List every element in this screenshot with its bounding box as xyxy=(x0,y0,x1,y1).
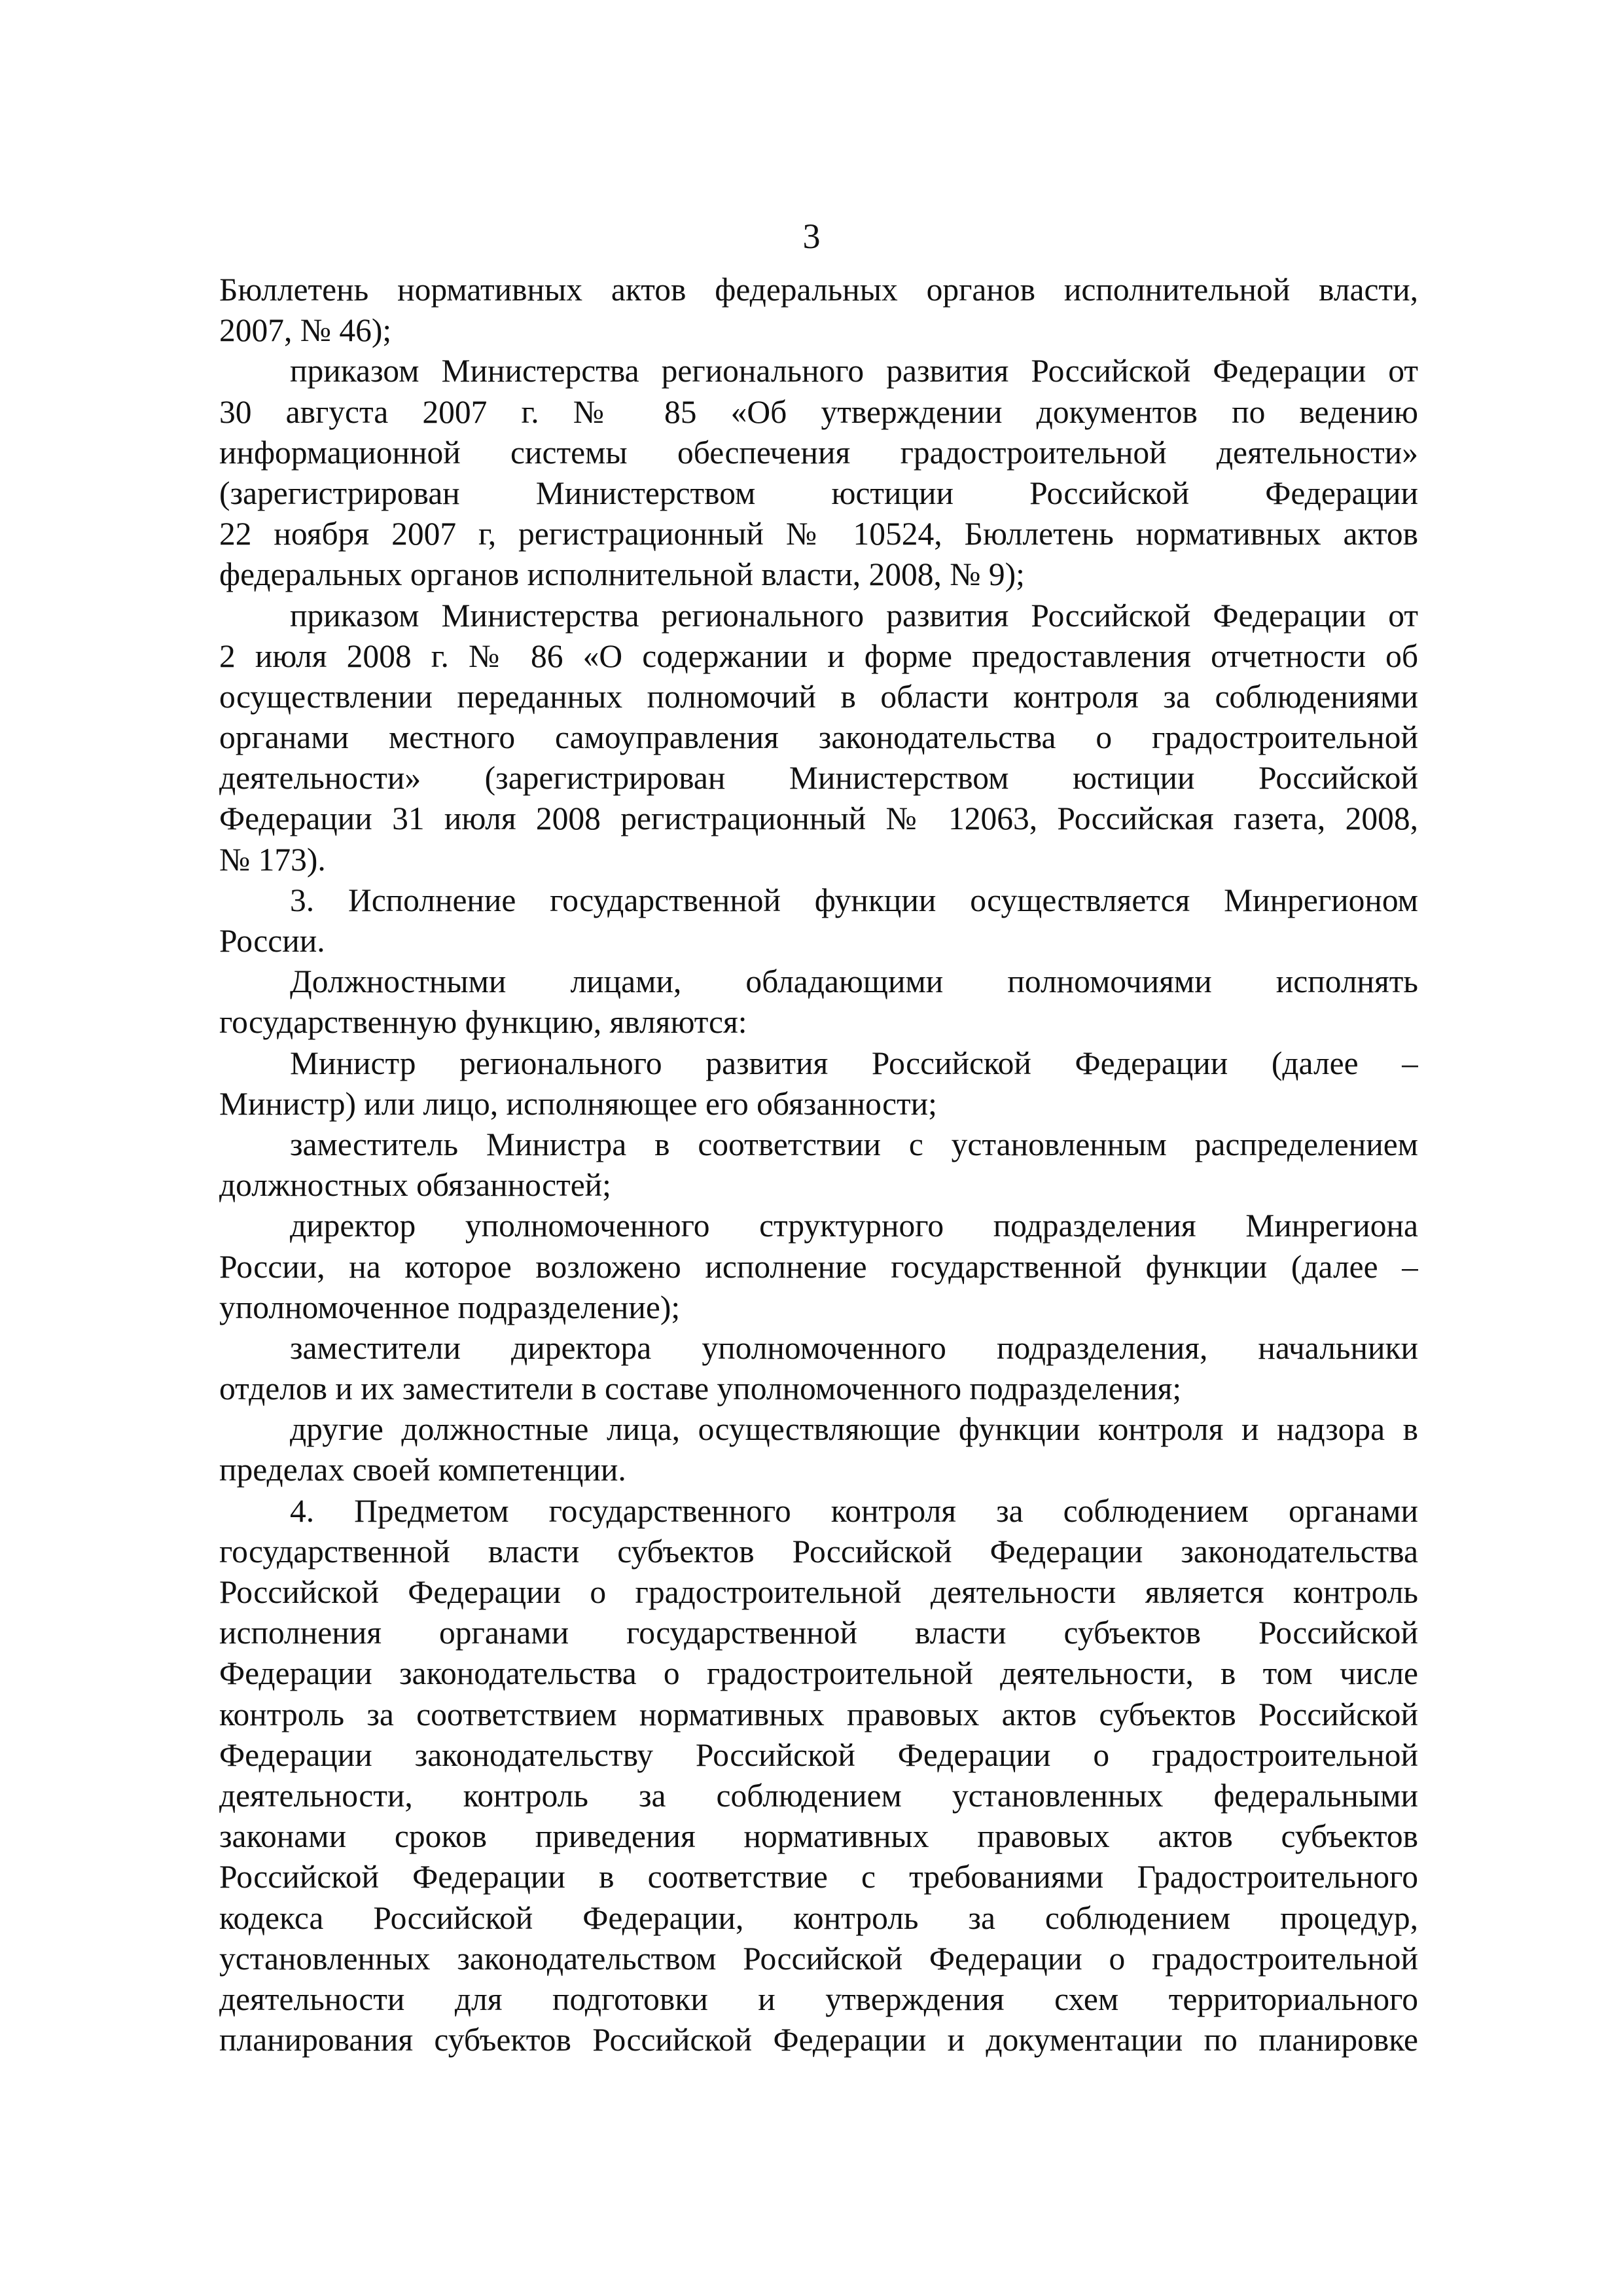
text-line: заместитель Министра в соответствии с установленным распределением xyxy=(290,1126,1418,1162)
text-line: контроль за соответствием нормативных правовых актов субъектов Российской xyxy=(219,1696,1418,1732)
text-line: государственную функцию, являются: xyxy=(219,1004,747,1041)
text-line: отделов и их заместители в составе уполномоченного подразделения; xyxy=(219,1371,1182,1407)
text-line: 3. Исполнение государственной функции осуществляется Минрегионом xyxy=(290,882,1418,918)
text-line: 30 августа 2007 г. № 85 «Об утверждении документов по ведению xyxy=(219,393,1418,430)
text-line: приказом Министерства регионального развития Российской Федерации от xyxy=(290,353,1418,389)
text-line: России, на которое возложено исполнение государственной функции (далее – xyxy=(219,1248,1418,1285)
text-line: кодекса Российской Федерации, контроль за соблюдением процедур, xyxy=(219,1899,1418,1936)
text-line: Российской Федерации в соответствие с требованиями Градостроительного xyxy=(219,1859,1418,1895)
text-line: Федерации законодательству Российской Федерации о градостроительной xyxy=(219,1736,1418,1773)
text-line: деятельности для подготовки и утверждения схем территориального xyxy=(219,1981,1418,2017)
text-line: 2 июля 2008 г. № 86 «О содержании и форме предоставления отчетности об xyxy=(219,637,1418,674)
text-line: Министр) или лицо, исполняющее его обязанности; xyxy=(219,1085,937,1122)
text-line: 4. Предметом государственного контроля за соблюдением органами xyxy=(290,1492,1418,1529)
text-line: директор уполномоченного структурного подразделения Минрегиона xyxy=(290,1208,1418,1244)
document-body xyxy=(219,270,1418,2060)
text-line: планирования субъектов Российской Федерации и документации по планировке xyxy=(219,2022,1418,2058)
text-line: государственной власти субъектов Российской Федерации законодательства xyxy=(219,1533,1418,1570)
page-number: 3 xyxy=(802,217,821,256)
text-line: уполномоченное подразделение); xyxy=(219,1289,681,1325)
text-line: 2007, № 46); xyxy=(219,312,392,349)
text-line: Федерации 31 июля 2008 регистрационный № 12063, Российская газета, 2008, xyxy=(219,800,1418,837)
text-line: 22 ноября 2007 г, регистрационный № 10524, Бюллетень нормативных актов xyxy=(219,516,1418,552)
text-line: заместители директора уполномоченного подразделения, начальники xyxy=(290,1329,1418,1366)
text-line: № 173). xyxy=(219,841,326,878)
text-line: исполнения органами государственной власти субъектов Российской xyxy=(219,1615,1418,1651)
text-line: федеральных органов исполнительной власти, 2008, № 9); xyxy=(219,556,1025,593)
text-line: (зарегистрирован Министерством юстиции Российской Федерации xyxy=(219,475,1418,511)
text-line: Российской Федерации о градостроительной деятельности является контроль xyxy=(219,1574,1418,1610)
text-line: органами местного самоуправления законодательства о градостроительной xyxy=(219,719,1418,756)
text-line: установленных законодательством Российской Федерации о градостроительной xyxy=(219,1940,1418,1977)
text-line: приказом Министерства регионального развития Российской Федерации от xyxy=(290,597,1418,634)
text-line: Должностными лицами, обладающими полномочиями исполнять xyxy=(290,963,1418,1000)
text-line: осуществлении переданных полномочий в области контроля за соблюдениями xyxy=(219,678,1418,715)
text-line: законами сроков приведения нормативных правовых актов субъектов xyxy=(219,1818,1418,1855)
text-line: информационной системы обеспечения градостроительной деятельности» xyxy=(219,434,1418,471)
text-line: должностных обязанностей; xyxy=(219,1167,611,1204)
text-line: России. xyxy=(219,923,325,959)
text-line: Бюллетень нормативных актов федеральных органов исполнительной власти, xyxy=(219,272,1418,308)
text-line: деятельности» (зарегистрирован Министерством юстиции Российской xyxy=(219,760,1418,797)
text-line: пределах своей компетенции. xyxy=(219,1452,626,1488)
text-line: другие должностные лица, осуществляющие функции контроля и надзора в xyxy=(290,1411,1418,1448)
text-line: деятельности, контроль за соблюдением установленных федеральными xyxy=(219,1777,1418,1814)
text-line: Федерации законодательства о градостроительной деятельности, в том числе xyxy=(219,1655,1418,1692)
text-line: Министр регионального развития Российской Федерации (далее – xyxy=(290,1045,1418,1081)
